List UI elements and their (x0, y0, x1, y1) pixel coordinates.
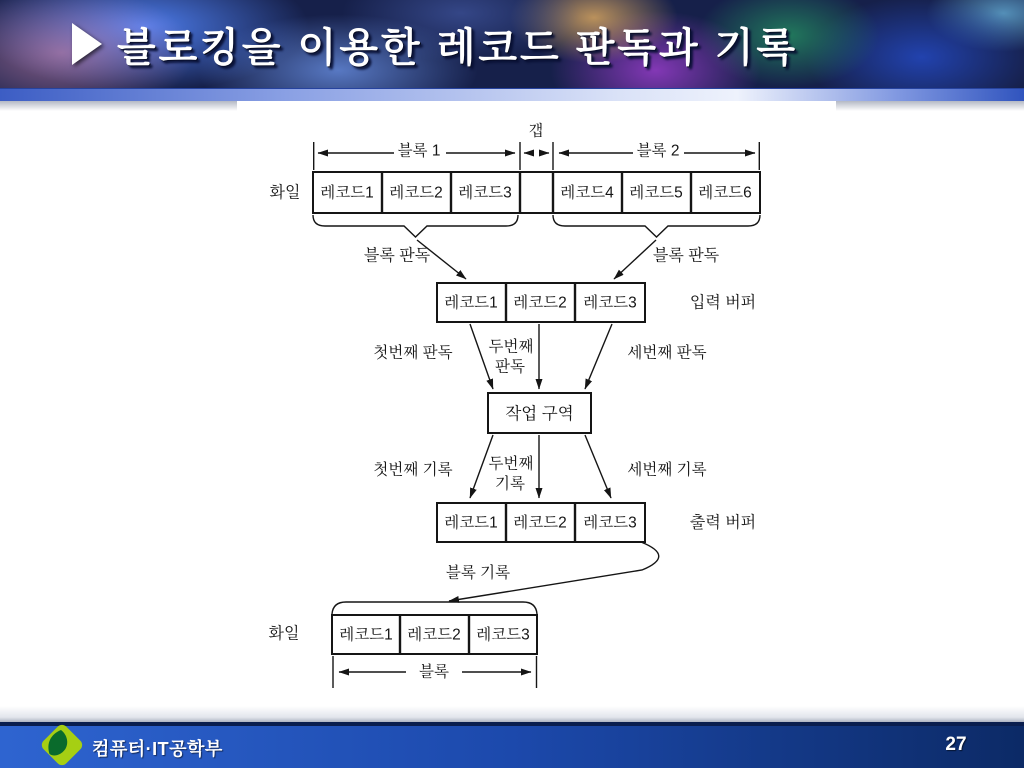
second-read-label-line2: 판독 (495, 358, 525, 376)
first-write-label: 첫번째 기록 (373, 461, 453, 479)
block1-label: 블록 1 (397, 142, 441, 160)
footer-shadow (0, 706, 1024, 722)
file-row-box (313, 172, 760, 213)
third-write-label: 세번째 기록 (627, 461, 707, 479)
record-cell: 레코드2 (389, 184, 443, 202)
department-name: 컴퓨터·IT공학부 (92, 739, 223, 759)
second-read-label-line1: 두번째 (488, 338, 534, 356)
block-write-label: 블록 기록 (445, 564, 511, 582)
bottom-file-row (269, 602, 537, 654)
record-cell: 레코드6 (698, 184, 752, 202)
record-cell: 레코드3 (583, 294, 637, 312)
work-area (488, 393, 591, 433)
block-read-arrows (313, 215, 760, 279)
write-arrows (373, 435, 706, 498)
block2-label: 블록 2 (636, 142, 680, 160)
slide-title: 블로킹을 이용한 레코드 판독과 기록 (117, 25, 799, 70)
file-label-top: 화일 (269, 184, 301, 202)
record-cell: 레코드2 (513, 294, 567, 312)
page-number: 27 (945, 734, 967, 755)
second-write-label-line2: 기록 (495, 475, 525, 493)
file-label-bottom: 화일 (268, 625, 300, 643)
top-dimension (314, 122, 760, 171)
record-cell: 레코드1 (444, 294, 498, 312)
record-cell: 레코드1 (320, 184, 374, 202)
block-write-arrow (446, 542, 659, 601)
first-read-label: 첫번째 판독 (373, 344, 453, 362)
slide-footer (0, 722, 1024, 768)
bottom-block-label: 블록 (419, 663, 449, 681)
block-read-right-label: 블록 판독 (652, 247, 720, 265)
work-area-label: 작업 구역 (505, 405, 574, 423)
record-cell: 레코드2 (513, 514, 567, 532)
record-cell: 레코드1 (339, 626, 393, 644)
block-read-left-label: 블록 판독 (363, 247, 431, 265)
file-row (270, 172, 760, 213)
record-cell: 레코드4 (560, 184, 614, 202)
department-logo-icon (40, 723, 84, 771)
input-buffer-label: 입력 버퍼 (689, 294, 757, 312)
bottom-dimension (333, 656, 537, 688)
input-buffer-row (437, 283, 756, 322)
output-buffer-label: 출력 버퍼 (689, 514, 757, 532)
third-read-label: 세번째 판독 (627, 344, 707, 362)
second-write-label-line1: 두번째 (488, 455, 534, 473)
record-cell: 레코드2 (407, 626, 461, 644)
read-arrows (373, 324, 706, 389)
gap-label: 갭 (528, 122, 544, 140)
record-cell: 레코드1 (444, 514, 498, 532)
record-cell: 레코드3 (476, 626, 530, 644)
record-cell: 레코드3 (458, 184, 512, 202)
output-buffer-row (437, 503, 756, 542)
record-cell: 레코드5 (629, 184, 683, 202)
record-cell: 레코드3 (583, 514, 637, 532)
